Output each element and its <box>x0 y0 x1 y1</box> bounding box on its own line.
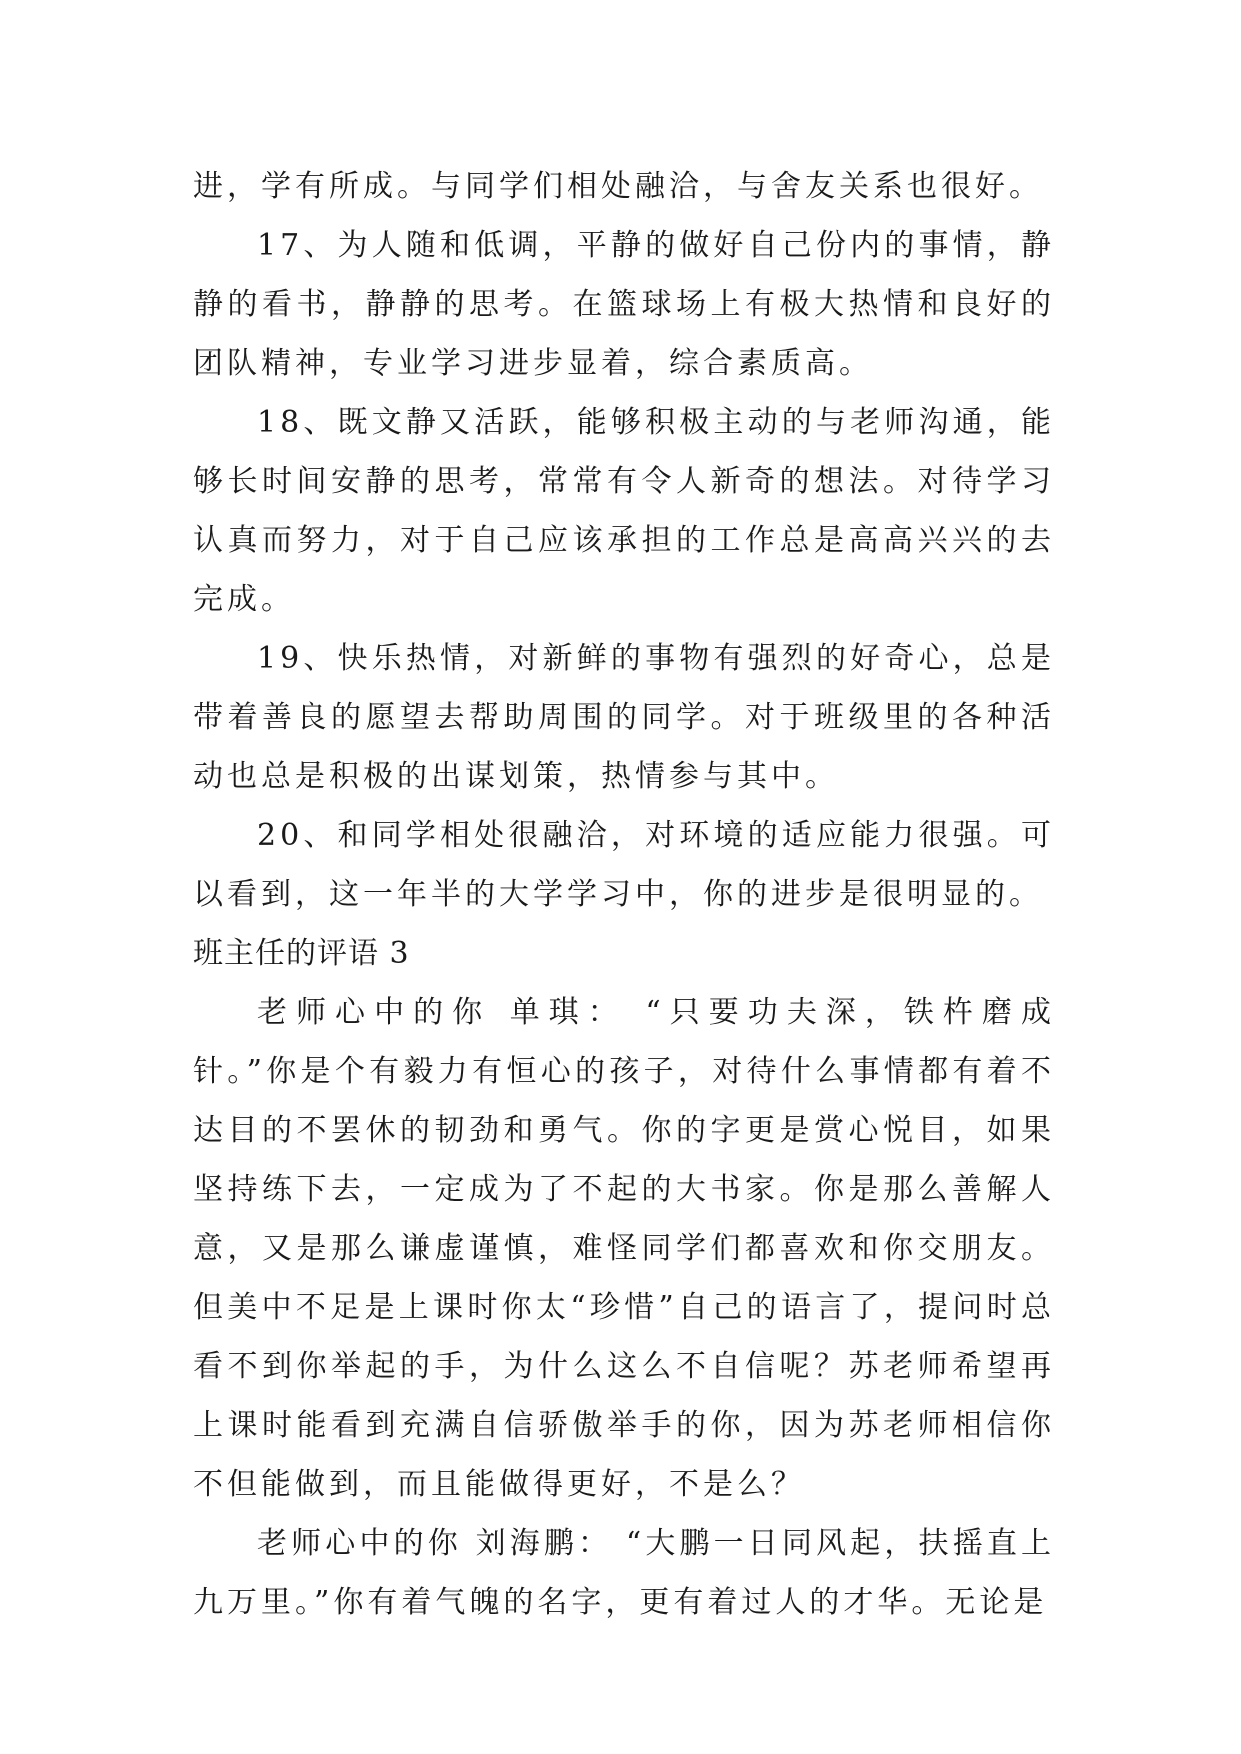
paragraph-item-18: 18、既文静又活跃，能够积极主动的与老师沟通，能够长时间安静的思考，常常有令人新奇的想法。对待学习认真而努力，对于自己应该承担的工作总是高高兴兴的去完成。 <box>193 405 1055 617</box>
paragraph-item-19: 19、快乐热情，对新鲜的事物有强烈的好奇心，总是带着善良的愿望去帮助周围的同学。对于班级里的各种活动也总是积极的出谋划策，热情参与其中。 <box>193 641 1055 794</box>
document-body <box>193 157 1055 1632</box>
paragraph-item-17: 17、为人随和低调，平静的做好自己份内的事情，静静的看书，静静的思考。在篮球场上有极大热情和良好的团队精神，专业学习进步显着，综合素质高。 <box>193 228 1055 381</box>
section-heading: 班主任的评语 3 <box>193 936 410 971</box>
paragraph-item-20: 20、和同学相处很融洽，对环境的适应能力很强。可以看到，这一年半的大学学习中，你的进步是很明显的。 <box>193 818 1055 912</box>
paragraph-continuation: 进，学有所成。与同学们相处融洽，与舍友关系也很好。 <box>193 169 1043 204</box>
paragraph-comment-liuhaipeng: 老师心中的你 刘海鹏： “大鹏一日同风起，扶摇直上九万里。”你有着气魄的名字，更有着过人的才华。无论是 <box>193 1526 1055 1620</box>
paragraph-comment-shanqi: 老师心中的你 单琪： “只要功夫深，铁杵磨成针。”你是个有毅力有恒心的孩子，对待什么事情都有着不达目的不罢休的韧劲和勇气。你的字更是赏心悦目，如果坚持练下去，一定成为了不起的大书家。你是那么善解人意，又是那么谦虚谨慎，难怪同学们都喜欢和你交朋友。但美中不足是上课时你太“珍惜”自己的语言了，提问时总看不到你举起的手，为什么这么不自信呢？苏老师希望再上课时能看到充满自信骄傲举手的你，因为苏老师相信你不但能做到，而且能做得更好，不是么？ <box>193 995 1055 1502</box>
